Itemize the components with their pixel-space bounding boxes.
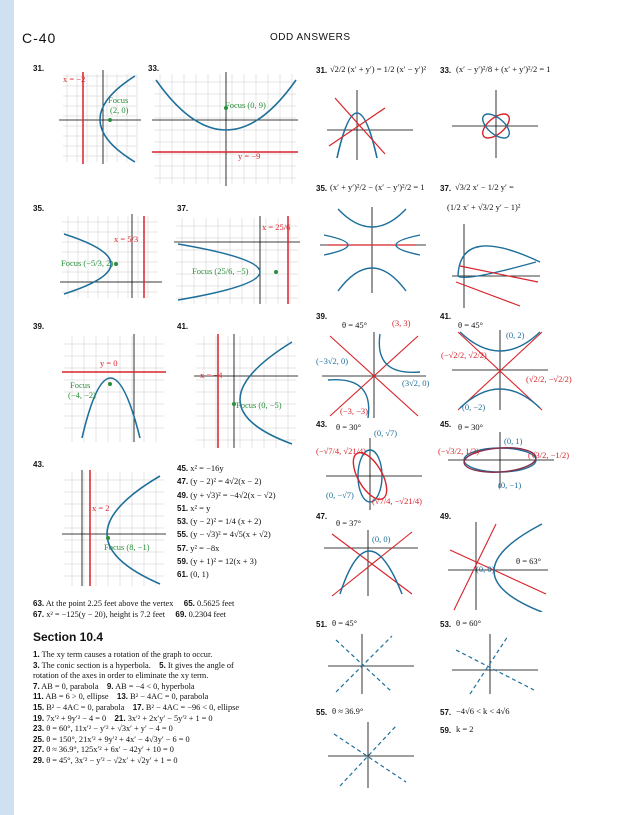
problem-label: 43. [316,420,328,429]
theta-label: θ = 45° [458,320,484,330]
equation-55: θ ≈ 36.9° [332,706,364,716]
list-item: rotation of the axes in order to eliminate the xy term. [33,671,209,681]
graph-43 [60,468,168,588]
graph-r35 [318,205,428,295]
equation-35: (x′ + y′)²/2 − (x′ − y′)²/2 = 1 [330,182,425,192]
list-item: 25. θ = 150°, 21x′² + 9y′² + 4x′ − 4√3y′ − 6 = 0 [33,734,190,744]
point-label: (0, 0) [476,564,495,574]
equation-53: θ = 60° [456,618,482,628]
directrix-label: y = −9 [238,151,261,161]
problem-label: 47. [316,512,328,521]
graph-r41 [450,328,550,412]
theta-label: θ = 63° [516,556,542,566]
list-item: 67. x² = −125(y − 20), height is 7.2 feet 69. 0.2304 feet [33,609,226,619]
point-label: (0, 1) [504,436,523,446]
list-item: 11. AB = 6 > 0, ellipse 13. B² − 4AC = 0, parabola [33,692,209,702]
graph-41 [192,332,300,450]
problem-label: 31. [33,64,45,73]
point-label: (−3√2, 0) [316,356,349,366]
problem-label: 33. [148,64,160,73]
theta-label: θ = 30° [458,422,484,432]
equation-31: √2/2 (x′ + y′) = 1/2 (x′ − y′)² [330,64,427,74]
problem-label: 43. [33,460,45,469]
problem-label: 35. [33,204,45,213]
answers-63-69 [33,599,303,620]
directrix-label: x = 25/6 [262,222,291,232]
problem-label: 55. [316,708,328,717]
list-item: 3. The conic section is a hyperbola. 5. It gives the angle of [33,660,234,670]
list-item: 53. (y − 2)² = 1/4 (x + 2) [177,516,262,527]
problem-label: 35. [316,184,328,193]
problem-label: 45. [440,420,452,429]
directrix-label: x = −4 [200,370,223,380]
problem-label: 33. [440,66,452,75]
point-label: (√3/2, −1/2) [528,450,570,460]
section-answers [33,650,303,767]
theta-label: θ = 37° [336,518,362,528]
directrix-label: x = 5/3 [114,234,139,244]
directrix-label: y = 0 [100,358,118,368]
problem-label: 57. [440,708,452,717]
problem-label: 31. [316,66,328,75]
point-label: (−3, −3) [340,406,368,416]
focus-label: Focus [70,380,91,390]
problem-label: 37. [440,184,452,193]
problem-label: 41. [177,322,189,331]
problem-label: 53. [440,620,452,629]
directrix-label: x = −2 [63,74,86,84]
graph-r51 [326,632,416,696]
graph-r49 [446,520,550,612]
equation-37a: √3/2 x′ − 1/2 y′ = [455,182,514,192]
point-label: (−√7/4, √21/4) [316,446,367,456]
graph-r33 [450,88,540,160]
point-label: (√2/2, −√2/2) [526,374,572,384]
problem-label: 39. [316,312,328,321]
point-label: (0, −1) [498,480,522,490]
list-item: 19. 7x′² + 9y′² − 4 = 0 21. 3x′² + 2x′y′ − 5y′² + 1 = 0 [33,713,213,723]
focus-label: Focus (0, −5) [236,400,282,410]
list-item: 45. x² = −16y [177,463,224,473]
focus-point: (−4, −2) [68,390,96,400]
answers-45-61 [177,462,276,582]
page-edge-band [0,0,14,815]
focus-label: Focus (0, 9) [225,100,266,110]
list-item: 23. θ = 60°, 11x′² − y′² + √3x′ + y′ − 4 = 0 [33,724,173,734]
graph-r39 [320,330,428,420]
list-item: 61. (0, 1) [177,569,209,580]
theta-label: θ = 45° [342,320,368,330]
list-item: 47. (y − 2)² = 4√2(x − 2) [177,476,262,487]
focus-point: (2, 0) [110,105,129,115]
graph-35 [58,212,163,300]
list-item: 55. (y − √3)² = 4√5(x + √2) [177,529,271,540]
list-item: 57. y² = −8x [177,542,220,553]
problem-label: 51. [316,620,328,629]
graph-r47 [322,528,420,598]
focus-label: Focus (8, −1) [104,542,150,552]
list-item: 49. (y + √3)² = −4√2(x − √2) [177,489,276,500]
problem-label: 41. [440,312,452,321]
point-label: (0, 0) [372,534,391,544]
point-label: (3, 3) [392,318,411,328]
page-title: ODD ANSWERS [270,32,351,43]
page-number: C-40 [22,30,57,46]
list-item: 27. θ ≈ 36.9°, 125x′² + 6x′ − 42y′ + 10 = 0 [33,745,174,755]
problem-label: 59. [440,726,452,735]
list-item: 59. (y + 1)² = 12(x + 3) [177,556,257,567]
list-item: 1. The xy term causes a rotation of the graph to occur. [33,650,213,659]
graph-r37 [450,222,542,310]
answer-57: −4√6 < k < 4√6 [456,706,510,716]
list-item: 7. AB = 0, parabola 9. AB = −4 < 0, hyperbola [33,681,195,691]
point-label: (0, √7) [374,428,398,438]
point-label: (√7/4, −√21/4) [372,496,423,506]
point-label: (−√2/2, √2/2) [441,350,487,360]
equation-51: θ = 45° [332,618,358,628]
focus-label: Focus [108,95,129,105]
list-item: 51. x² = y [177,502,211,513]
list-item: 63. At the point 2.25 feet above the vertex 65. 0.5625 feet [33,599,235,608]
point-label: (0, 2) [506,330,525,340]
point-label: (0, −√7) [326,490,354,500]
focus-label: Focus (25/6, −5) [192,266,249,276]
point-label: (−√3/2, 1/2) [438,446,480,456]
problem-label: 39. [33,322,45,331]
equation-37b: (1/2 x′ + √3/2 y′ − 1)² [447,202,521,212]
problem-label: 37. [177,204,189,213]
graph-33 [150,70,300,188]
theta-label: θ = 30° [336,422,362,432]
section-heading: Section 10.4 [33,630,104,644]
focus-label: Focus (−5/3, 2) [61,258,114,268]
point-label: (0, −2) [462,402,486,412]
equation-33: (x′ − y′)²/8 + (x′ + y′)²/2 = 1 [456,64,551,74]
list-item: 15. B² − 4AC = 0, parabola 17. B² − 4AC = −96 < 0, ellipse [33,702,240,712]
graph-r55 [326,720,416,790]
problem-label: 49. [440,512,452,521]
graph-r53 [450,632,540,696]
directrix-label: x = 2 [92,503,110,513]
answer-59: k = 2 [456,724,474,734]
graph-r31 [325,88,415,162]
list-item: 29. θ = 45°, 3x′² − y′² − √2x′ + √2y′ + 1 = 0 [33,755,178,765]
point-label: (3√2, 0) [402,378,430,388]
